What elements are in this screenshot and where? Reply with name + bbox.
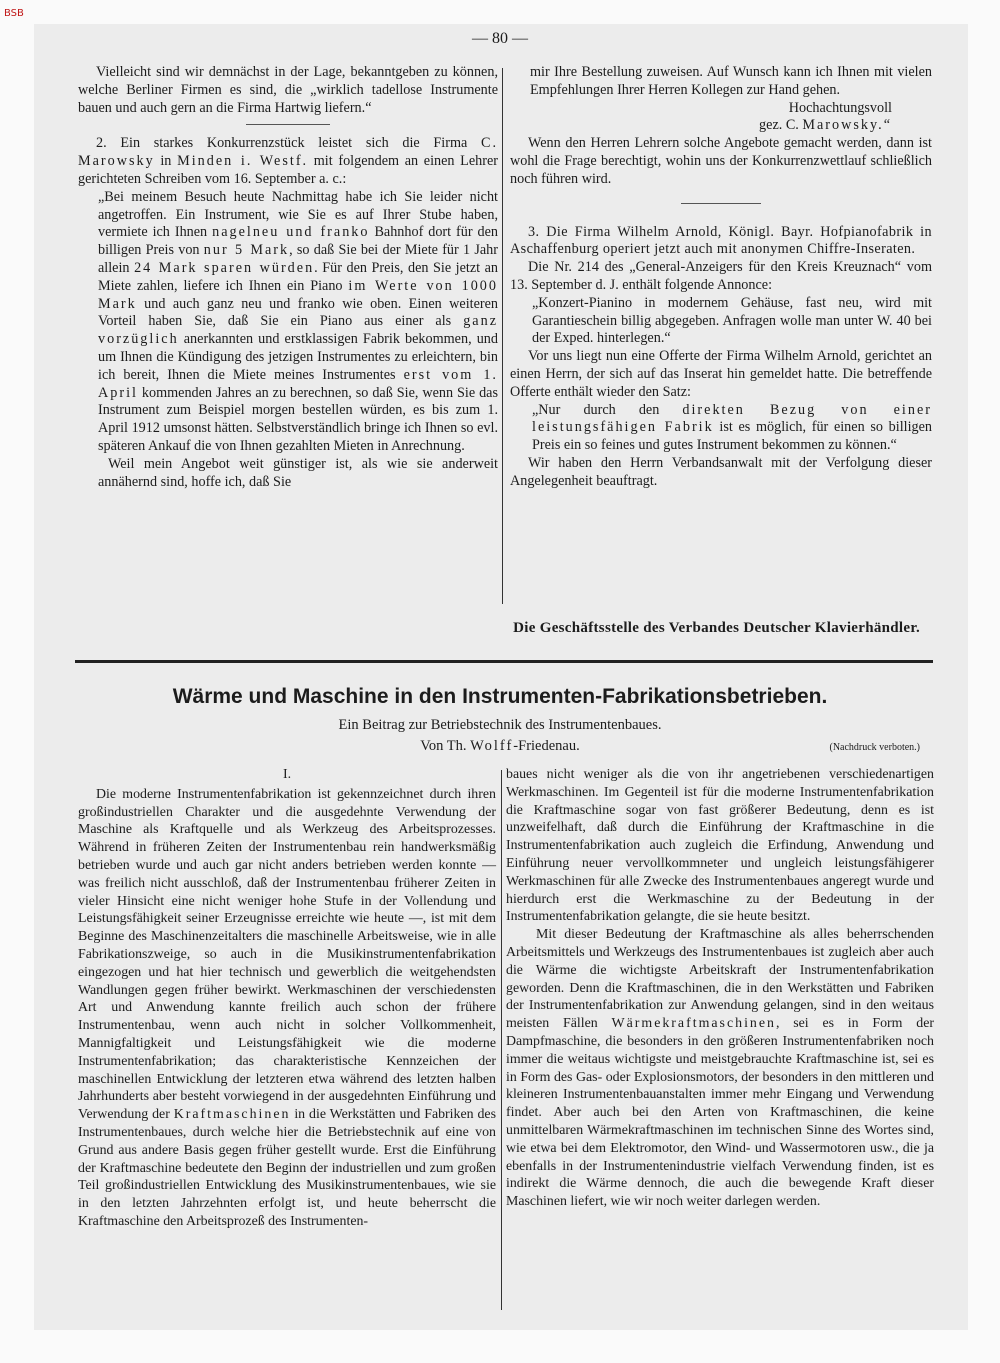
separator [681,203,761,204]
article2-left-column [78,766,496,1231]
section-number: I. [282,767,292,782]
quote-paragraph: Weil mein Angebot weit günstiger ist, als wie sie anderweit annähernd sind, hoffe ich, daß Sie [98,455,498,490]
separator [246,124,330,125]
column-divider [502,68,503,604]
paragraph: 2. Ein starkes Konkurrenzstück leistet sich die Firma C. Marowsky in Minden i. Westf. mit folgendem an einen Lehrer gerichteten Schreiben vom 16. September a. c.: [78,135,498,187]
article1-right-column [510,64,932,491]
article-divider [75,660,933,663]
association-signature: Die Geschäftsstelle des Verbandes Deutscher Klavierhändler. [513,620,920,636]
paragraph: Wir haben den Herrn Verbandsanwalt mit der Verfolgung dieser Angelegenheit beauftragt. [510,454,932,489]
article-title: Wärme und Maschine in den Instrumenten-Fabrikationsbetrieben. [172,685,828,708]
article2-right-column [506,766,934,1211]
page-number: — 80 — [472,30,528,47]
article1-left-column [78,64,498,491]
paragraph: baues nicht weniger als die von ihr angetriebenen verschiedenartigen Werkmaschinen. Im Gegenteil ist für die moderne Instrumentenfabrikation die Kraftmaschine sogar von fast größerer Bedeutung, denn es ist unzweifelhaft, daß durch die Einführung der Kraftmaschine in die Instrumentenfabrikation auch zugleich die Erfindung, Anwendung und Einführung neuer vervollkommneter und ungleich leistungsfähigerer Werkmaschinen für alle Zwecke des Instrumentenbaues angeregt wurde und hierdurch erst die Werkmaschine zu der Bedeutung in der Instrumentenfabrikation gelangte, die sie heute besitzt. [506,767,934,925]
paragraph: 3. Die Firma Wilhelm Arnold, Königl. Bayr. Hofpianofabrik in Aschaffenburg operiert jetzt auch mit anonymen Chiffre-Inseraten. [510,223,932,258]
paragraph: Wenn den Herren Lehrern solche Angebote gemacht werden, dann ist wohl die Frage berechtigt, wohin uns der Konkurrenzwettlauf schließlich noch führen wird. [510,135,932,187]
paragraph: Mit dieser Bedeutung der Kraftmaschine als alles beherrschenden Arbeitsmittels und Werkzeugs des Instrumentenbaues ist zugleich aber auch die Wärme die wichtigste Arbeitskraft der Instrumentenfabrikation geworden. Denn die Kraftmaschinen, die in den Werkstätten und Fabriken der Instrumentenfabrikation zur Anwendung gelangen, sind in den weitaus meisten Fällen Wärmekraftmaschinen, sei es in Form der Dampfmaschine, die besonders in den größeren Instrumentenfabriken noch immer die weitaus wichtigste und meistgebrauchte Kraftmaschine ist, sei es in Form des Gas- oder Explosionsmotors, der besonders in den mittleren und kleineren Instrumentenbauanstalten immer mehr Eingang und Verwendung findet. Aber auch bei den Arten von Kraftmaschinen, die keine unmittelbaren Wärmekraftmaschinen im technischen Sinne des Wortes sind, wie etwa bei dem Elektromotor, den Wind- und Wassermotoren usw., die ja ebenfalls in der Instrumentenindustrie vielfach Verwendung finden, ist es indirekt die Wärme dennoch, die auch die bewegende Kraft dieser Maschinen liefert, wie wir noch weiter darlegen werden. [506,927,934,1210]
quote-paragraph: „Bei meinem Besuch heute Nachmittag habe ich Sie leider nicht angetroffen. Ein Instrument, wie Sie es auf Ihrer Stube haben, vermiete ich Ihnen nagelneu und franko Bahnhof dort für den billigen Preis von nur 5 Mark, so daß Sie bei der Miete für 1 Jahr allein 24 Mark sparen würden. Für den Preis, den Sie jetzt an Miete zahlen, liefere ich Ihnen ein Piano im Werte von 1000 Mark und auch ganz neu und franko wie oben. Einen weiteren Vorteil haben Sie, daß Sie ein Piano aus einer als ganz vorzüglich anerkannten und erstklassigen Fabrik bekommen, und um Ihnen die Kündigung des jetzigen Instrumentes zu erleichtern, bin ich bereit, Ihnen die Miete meines Instrumentes erst vom 1. April kommenden Jahres an zu berechnen, so daß Sie, wenn Sie das Instrument zum Beispiel morgen bestellen würden, es bis zum 1. April 1912 umsonst hätten. Selbstverständlich bringe ich Ihnen so evl. späteren Ankauf die von Ihnen gezahlten Mieten in Anrechnung. [98,188,499,454]
quote-paragraph: mir Ihre Bestellung zuweisen. Auf Wunsch kann ich Ihnen mit vielen Empfehlungen Ihrer Herren Kollegen zur Hand gehen. [530,64,932,98]
paragraph: Vielleicht sind wir demnächst in der Lage, bekanntgeben zu können, welche Berliner Firmen es sind, die „wirklich tadellose Instrumente bauen und auch gern an die Firma Hartwig liefern.“ [78,64,498,116]
article-author: Von Th. Wolff-Friedenau. [420,738,580,754]
closing: Hochachtungsvoll [788,99,892,116]
library-stamp: BSB [4,8,24,19]
paragraph: Die Nr. 214 des „General-Anzeigers für den Kreis Kreuznach“ vom 13. September d. J. enthält folgende Annonce: [510,259,932,293]
copyright-notice: (Nachdruck verboten.) [829,742,920,753]
quote-paragraph: „Konzert-Pianino in modernem Gehäuse, fast neu, wird mit Garantieschein billig abgegeben. Anfragen wolle man unter W. 40 bei der Exped. hinterlegen.“ [532,294,932,347]
paragraph: Vor uns liegt nun eine Offerte der Firma Wilhelm Arnold, gerichtet an einen Herrn, der sich auf das Inserat hin gemeldet hatte. Die betreffende Offerte enthält wieder den Satz: [510,348,932,400]
column-divider [501,770,502,1310]
letter-signature: gez. C. Marowsky.“ [759,117,892,134]
article-subtitle: Ein Beitrag zur Betriebstechnik des Instrumentenbaues. [338,717,662,733]
paragraph: Die moderne Instrumentenfabrikation ist gekennzeichnet durch ihren großindustriellen Charakter und die ausgedehnte Verwendung der Maschine als Kraftquelle und als Werkzeug des Arbeitsprozesses. Während in früheren Zeiten der Instrumentenbau rein handwerksmäßig betrieben wurde und auch gar nicht anders betrieben werden konnte — was freilich nicht ausschloß, daß der Instrumentenbau früherer Zeiten in vieler Hinsicht eine nicht weniger hohe Stufe in der Vollendung und Leistungsfähigkeit seiner Erzeugnisse erreichte wie heute —, ist mit dem Beginne des Maschinenzeitalters die maschinelle Arbeitsweise, wie in alle Fabrikationszweige, so auch in die Musikinstrumentenfabrikation eingezogen und hat hier technisch und gewerblich die weitgehendsten Wandlungen gegen früher bewirkt. Werkmaschinen der verschiedensten Art und Anwendung kannte freilich auch schon der frühere Instrumentenbau, wenn auch nicht in solcher Vollkommenheit, Mannigfaltigkeit und Leistungsfähigkeit wie die moderne Instrumentenfabrikation; das charakteristische Kennzeichen der maschinellen Entwicklung der letzteren etwa während des letzten halben Jahrhunderts aber besteht vorwiegend in der ausgedehnten Einführung und Verwendung der Kraftmaschinen in die Werkstätten und Fabriken des Instrumentenbaues, durch welche hier die Betriebstechnik auf eine von Grund aus andere Basis gegen früher gestellt wurde. Erst die Einführung der Kraftmaschine bedeutete den Beginn der industriellen und zum großen Teil großindustriellen Entwicklung des Musikinstrumentenbaues, wie sie in den letzten Jahrzehnten erfolgt ist, und heute beherrscht die Kraftmaschine den Arbeitsprozeß des Instrumenten- [78,786,496,1229]
quote-paragraph: „Nur durch den direkten Bezug von einer leistungsfähigen Fabrik ist es möglich, für einen so billigen Preis ein so feines und gutes Instrument bekommen zu können.“ [532,401,932,454]
